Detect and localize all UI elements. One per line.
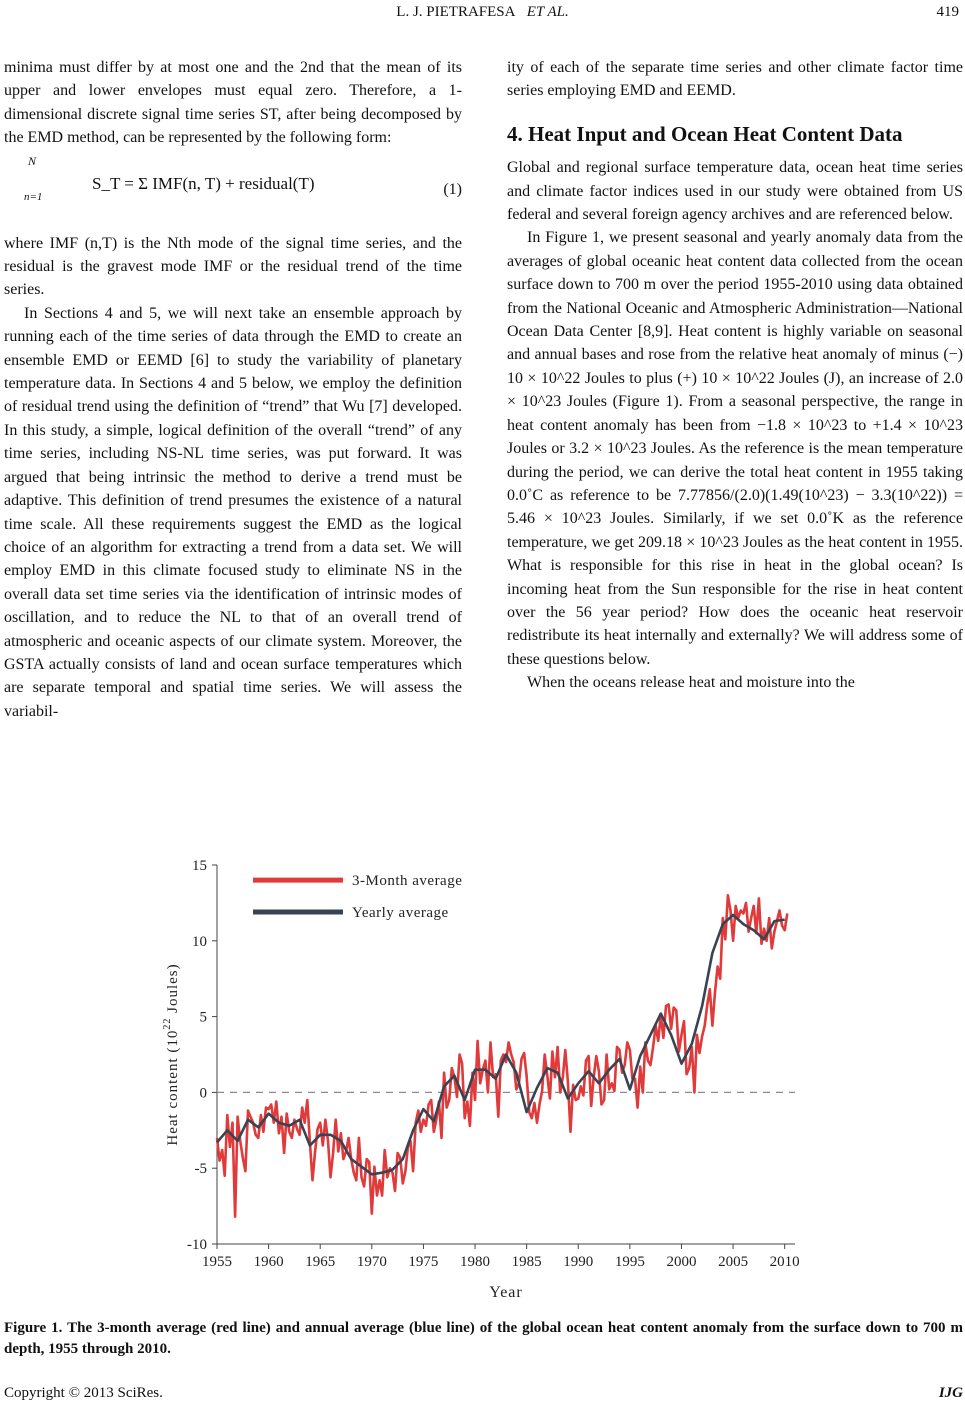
y-tick-label: 0 [199, 1085, 207, 1102]
footer-copyright: Copyright © 2013 SciRes. [4, 1385, 163, 1401]
paragraph-right-4: When the oceans release heat and moisture into the [527, 674, 855, 692]
series-line-3-month-average [217, 895, 787, 1216]
equation-number: (1) [443, 180, 462, 198]
x-tick-label: 1970 [356, 1254, 387, 1270]
y-tick-label: -10 [187, 1237, 207, 1253]
running-header-authors: L. J. PIETRAFESA ET AL. [396, 4, 569, 20]
x-tick-label: 2000 [666, 1254, 697, 1270]
equation-1 [4, 153, 462, 222]
left-column [4, 56, 462, 723]
x-tick-label: 1965 [305, 1254, 336, 1270]
heat-content-plot [155, 855, 815, 1305]
paragraph-left-2: where IMF (n,T) is the Nth mode of the signal time series, and the residual is the gravest mode IMF or the residual trend of the time series. [4, 234, 462, 299]
x-tick-label: 2010 [769, 1254, 800, 1270]
right-column [507, 56, 963, 695]
paragraph-right-2: Global and regional surface temperature data, ocean heat time series and climate factor indices used in our study were obtained from US federal and several foreign agency archives and are referenced below. [507, 159, 963, 224]
x-tick-label: 1975 [408, 1254, 439, 1270]
paragraph-left-3: In Sections 4 and 5, we will next take an ensemble approach by running each of the time series of data through the EMD to create an ensemble EMD or EEMD [6] to study the variability of planetary temperature data. In Sections 4 and 5 below, we employ the definition of residual trend using the definition of “trend” that Wu [7] developed. In this study, a simple, logical definition of the overall “trend” of any time series, including NS-NL time series, was put forward. It was argued that being intrinsic the method to derive a trend must be adaptive. This definition of trend presumes the existence of a natural time scale. All these requirements suggest the EMD as the logical choice of an algorithm for extracting a trend from a data set. We will employ EMD in this climate focused study to eliminate NS in the overall data set time series via the identification of intrinsic modes of oscillation, and to reduce the NL to that of an overall trend of atmospheric and oceanic aspects of our climate system. Moreover, the GSTA actually consists of land and ocean surface temperatures which are separate temporal and spatial time series. We will assess the variabil- [4, 304, 462, 720]
paragraph-right-1: ity of each of the separate time series and other climate factor time series employing EMD and EEMD. [507, 59, 963, 100]
y-tick-label: 5 [199, 1009, 207, 1026]
legend-label-yearly: Yearly average [352, 904, 449, 921]
x-tick-label: 1960 [253, 1254, 284, 1270]
figure-1-chart [155, 855, 815, 1305]
equation-expression: S_T = Σ IMF(n, T) + residual(T) [92, 173, 315, 193]
x-tick-label: 1980 [460, 1254, 491, 1270]
equation-sum-lower: n=1 [24, 190, 43, 203]
y-axis-label: Heat content ($10^{22}$ Joules) [162, 963, 181, 1146]
running-header [0, 4, 965, 28]
x-tick-label: 1990 [563, 1254, 594, 1270]
paragraph-right-3: In Figure 1, we present seasonal and yearly anomaly data from the averages of global oceanic heat content data collected from the ocean surface down to 700 m over the period 1955-2010 using data obtained from the National Oceanic and Atmospheric Administration—National Ocean Data Center [8,9]. Heat content is highly variable on seasonal and annual bases and rose from the relative heat anomaly of minus (−) 10 × 10^22 Joules to plus (+) 10 × 10^22 Joules (J), an increase of 2.0 × 10^23 Joules (Figure 1). From a seasonal perspective, the range in heat content anomaly has been from −1.8 × 10^23 to +1.4 × 10^23 Joules or 3.2 × 10^23 Joules. As the reference is the mean temperature during the period, we can derive the total heat content in 1955 taking 0.0˚C as reference to be 7.77856/(2.0)(1.49(10^23) − 3.3(10^22)) = 5.46 × 10^23 Joules. Similarly, if we set 0.0˚K as the reference temperature, we get 209.18 × 10^23 Joules as the heat content in 1955. What is responsible for this rise in heat in the global ocean? Is incoming heat from the Sun responsible for the rise in heat content over the 56 year period? How does the oceanic heat reservoir redistribute its heat internally and externally? We will address some of these questions below. [507, 229, 963, 668]
x-axis-label: Year [489, 1284, 523, 1301]
y-tick-label: -5 [194, 1161, 207, 1178]
x-tick-label: 1985 [511, 1254, 542, 1270]
paragraph-left-1: minima must differ by at most one and the 2nd that the mean of its upper and lower envelopes must equal zero. Therefore, a 1-dimensional discrete signal time series ST, after being decomposed by the EMD method, can be represented by the following form: [4, 59, 462, 147]
page-number: 419 [936, 4, 959, 20]
page-footer [4, 1385, 963, 1402]
x-tick-label: 1955 [202, 1254, 232, 1270]
x-tick-label: 2005 [718, 1254, 749, 1270]
section-heading: 4. Heat Input and Ocean Heat Content Data [507, 121, 903, 146]
y-tick-label: 10 [192, 933, 207, 950]
y-tick-label: 15 [192, 858, 207, 874]
legend-label-3-month: 3-Month average [352, 873, 463, 890]
footer-journal: IJG [938, 1385, 963, 1401]
figure-caption: Figure 1. The 3-month average (red line) and annual average (blue line) of the global ocean heat content anomaly from the surface down to 700 m depth, 1955 through 2010. [4, 1320, 963, 1357]
equation-sum-upper: N [28, 153, 37, 168]
x-tick-label: 1995 [614, 1254, 645, 1270]
